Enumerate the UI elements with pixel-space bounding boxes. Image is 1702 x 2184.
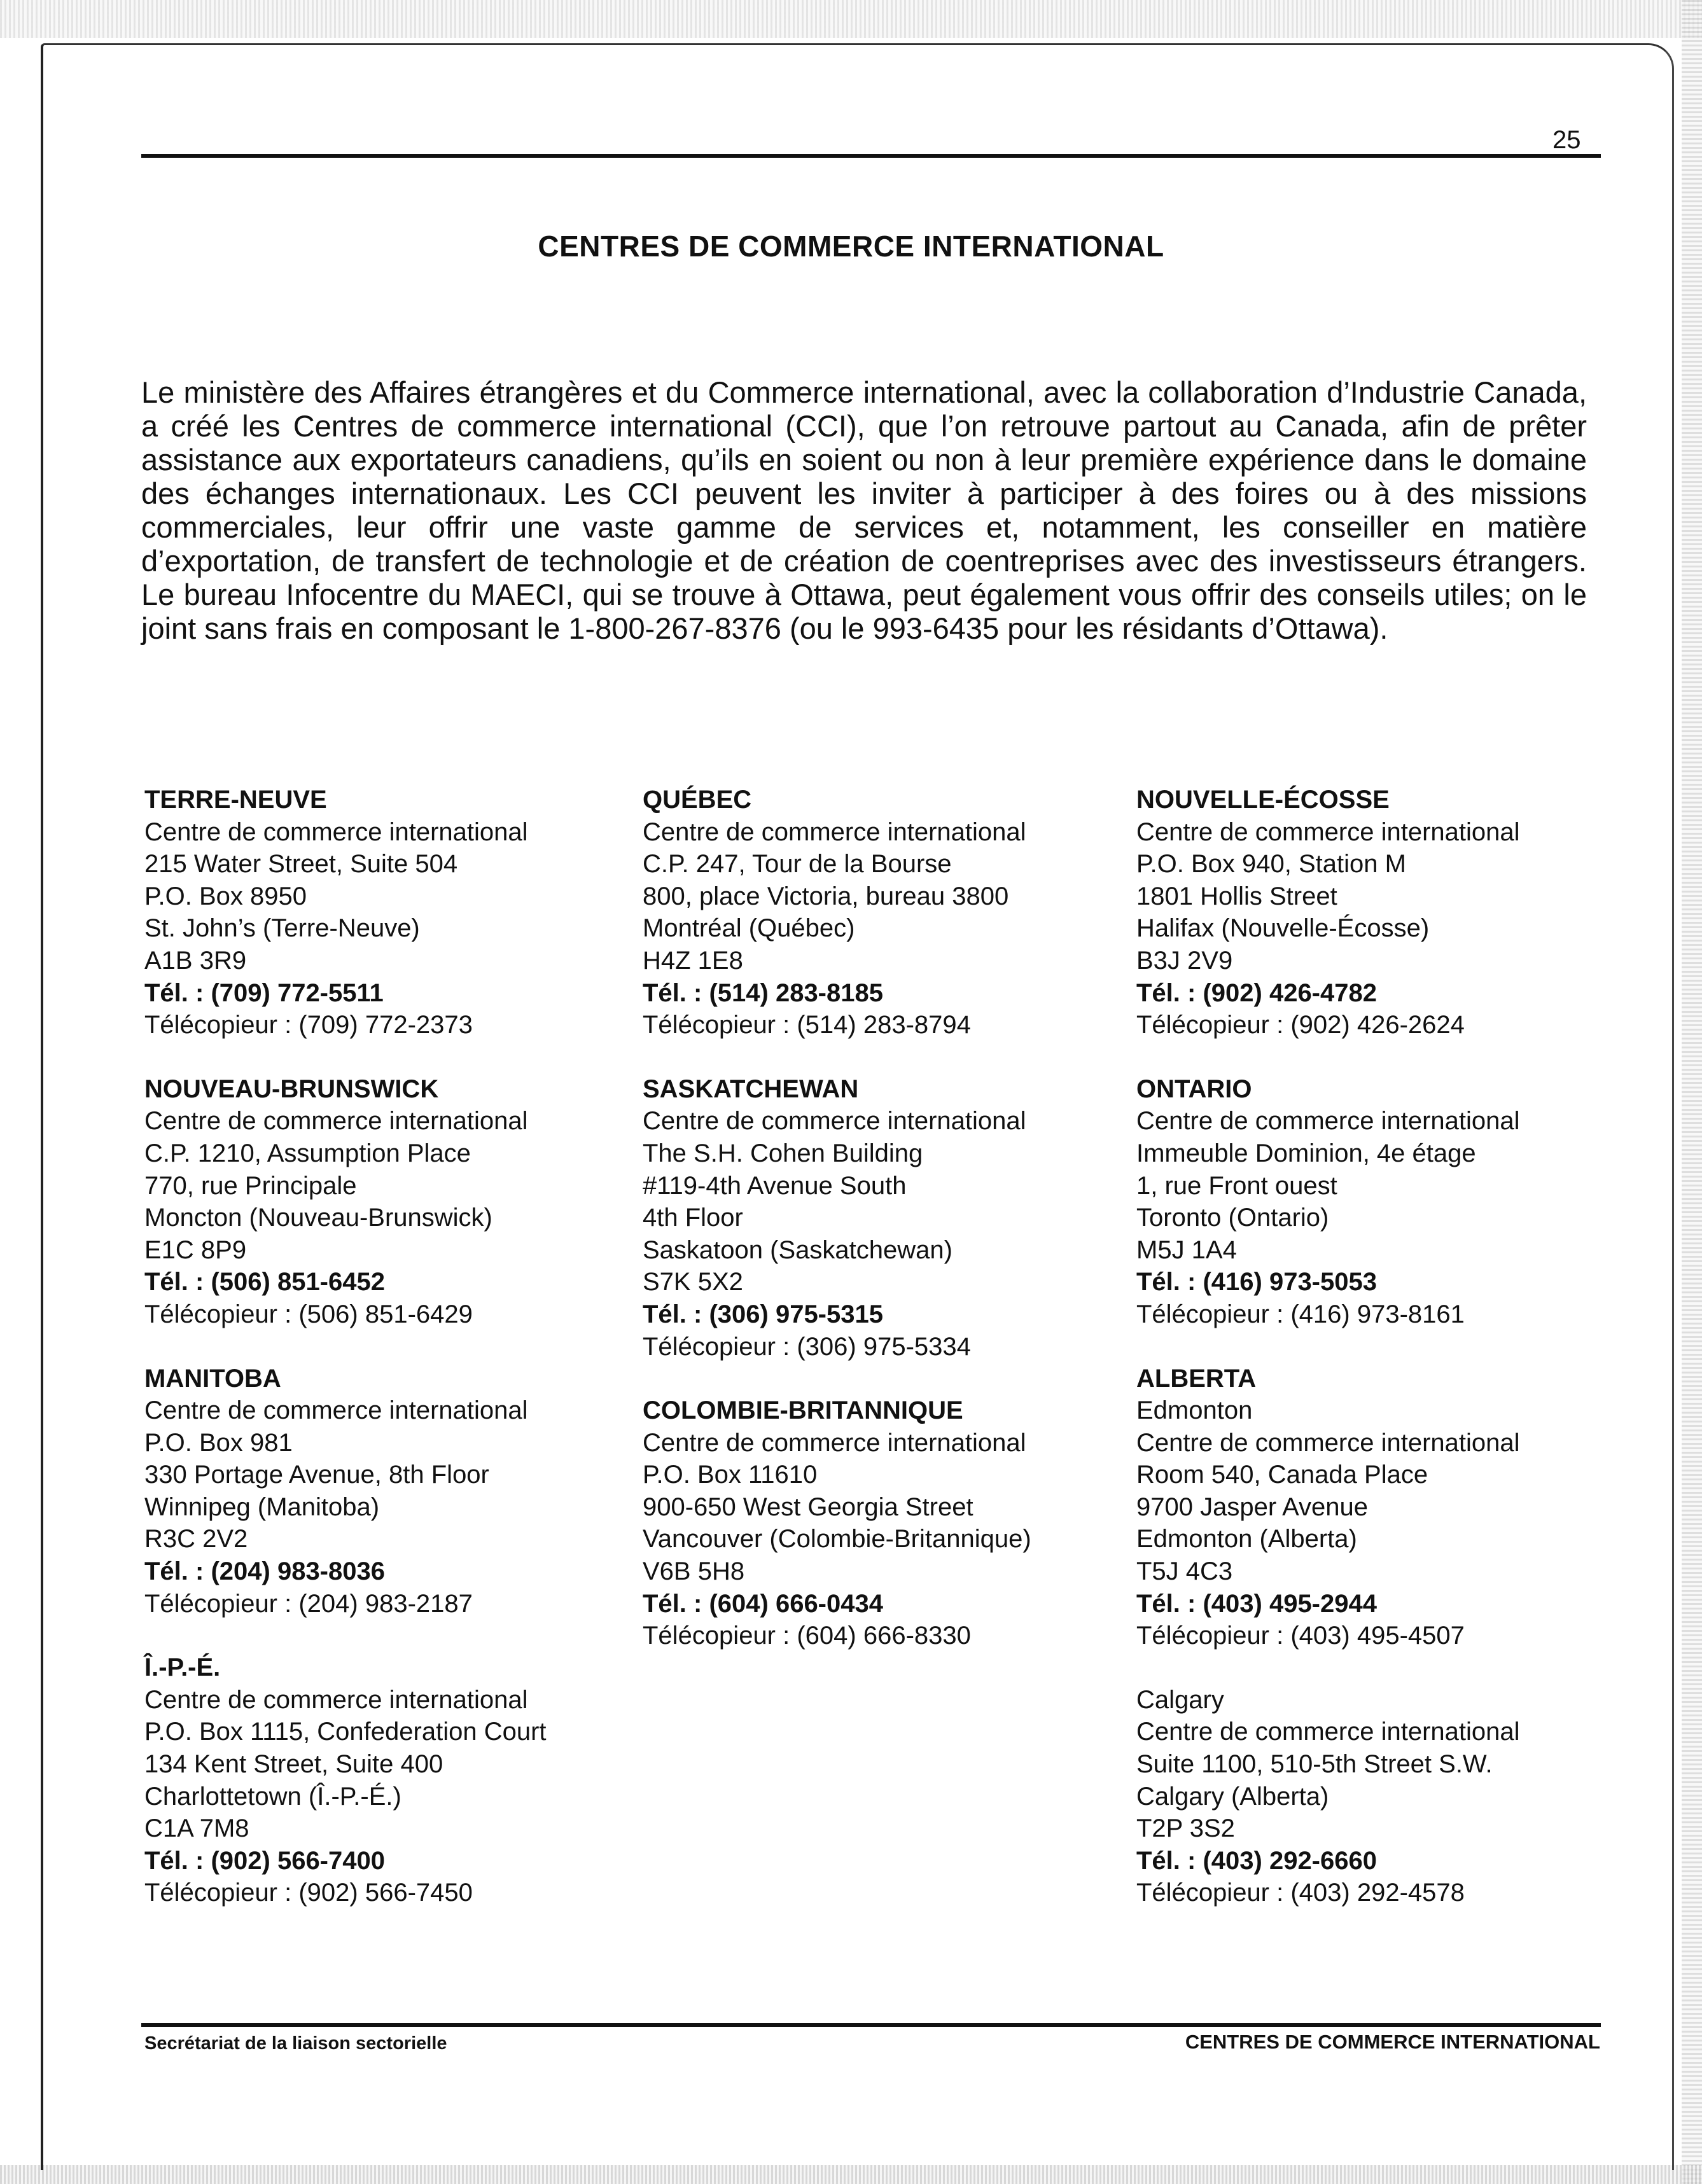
address-line: Centre de commerce international <box>1136 1718 1520 1746</box>
address-line: E1C 8P9 <box>144 1235 247 1264</box>
address-line: 4th Floor <box>643 1204 743 1232</box>
address-line: H4Z 1E8 <box>643 946 743 975</box>
address-line: P.O. Box 8950 <box>144 882 307 910</box>
address-line: V6B 5H8 <box>643 1557 745 1586</box>
address-line: Edmonton <box>1136 1396 1253 1425</box>
phone-number: Tél. : (709) 772-5511 <box>144 978 384 1007</box>
address-line: #119-4th Avenue South <box>643 1171 907 1200</box>
phone-number: Tél. : (403) 495-2944 <box>1136 1589 1377 1618</box>
office-alberta-calgary <box>1136 1684 1520 1909</box>
address-line: Saskatoon (Saskatchewan) <box>643 1235 952 1264</box>
office-quebec <box>643 784 1031 1041</box>
phone-number: Tél. : (204) 983-8036 <box>144 1557 385 1586</box>
phone-number: Tél. : (514) 283-8185 <box>643 978 883 1007</box>
address-line: Centre de commerce international <box>144 1685 528 1714</box>
address-line: The S.H. Cohen Building <box>643 1139 923 1167</box>
phone-number: Tél. : (506) 851-6452 <box>144 1268 385 1297</box>
office-terre-neuve <box>144 784 547 1041</box>
fax-number: Télécopieur : (403) 292-4578 <box>1136 1879 1465 1907</box>
address-line: Vancouver (Colombie-Britannique) <box>643 1525 1031 1554</box>
address-line: 770, rue Principale <box>144 1171 357 1200</box>
office-heading: NOUVELLE-ÉCOSSE <box>1136 786 1390 814</box>
fax-number: Télécopieur : (902) 566-7450 <box>144 1879 473 1907</box>
address-line: P.O. Box 11610 <box>643 1461 818 1489</box>
address-line: A1B 3R9 <box>144 946 247 975</box>
fax-number: Télécopieur : (902) 426-2624 <box>1136 1011 1465 1040</box>
fax-number: Télécopieur : (416) 973-8161 <box>1136 1300 1465 1328</box>
phone-number: Tél. : (902) 566-7400 <box>144 1846 385 1875</box>
address-line: 800, place Victoria, bureau 3800 <box>643 882 1009 910</box>
office-colombie-britannique <box>643 1395 1031 1652</box>
phone-number: Tél. : (416) 973-5053 <box>1136 1268 1377 1297</box>
address-line: M5J 1A4 <box>1136 1235 1237 1264</box>
column-middle <box>643 784 1031 1684</box>
footer-rule <box>141 2023 1601 2027</box>
scan-edge-top <box>0 0 1702 38</box>
office-nouvelle-ecosse <box>1136 784 1520 1041</box>
address-line: Winnipeg (Manitoba) <box>144 1492 380 1521</box>
address-line: Centre de commerce international <box>1136 1107 1520 1136</box>
office-heading: MANITOBA <box>144 1364 281 1393</box>
address-line: B3J 2V9 <box>1136 946 1233 975</box>
address-line: 1801 Hollis Street <box>1136 882 1337 910</box>
address-line: Halifax (Nouvelle-Écosse) <box>1136 914 1430 943</box>
phone-number: Tél. : (403) 292-6660 <box>1136 1846 1377 1875</box>
page-number: 25 <box>1552 126 1581 154</box>
address-line: Suite 1100, 510-5th Street S.W. <box>1136 1750 1493 1779</box>
office-heading: ALBERTA <box>1136 1364 1257 1393</box>
footer-right: CENTRES DE COMMERCE INTERNATIONAL <box>1185 2031 1600 2053</box>
fax-number: Télécopieur : (204) 983-2187 <box>144 1589 473 1618</box>
header-rule <box>141 154 1601 158</box>
office-heading: Î.-P.-É. <box>144 1653 221 1682</box>
address-line: 1, rue Front ouest <box>1136 1171 1337 1200</box>
office-nouveau-brunswick <box>144 1073 547 1331</box>
address-line: Centre de commerce international <box>1136 817 1520 846</box>
address-line: P.O. Box 981 <box>144 1428 293 1457</box>
phone-number: Tél. : (306) 975-5315 <box>643 1300 883 1328</box>
address-line: P.O. Box 940, Station M <box>1136 850 1406 879</box>
address-line: S7K 5X2 <box>643 1268 743 1297</box>
office-alberta-edmonton <box>1136 1363 1520 1652</box>
fax-number: Télécopieur : (514) 283-8794 <box>643 1011 971 1040</box>
phone-number: Tél. : (604) 666-0434 <box>643 1589 883 1618</box>
address-line: 134 Kent Street, Suite 400 <box>144 1750 443 1779</box>
address-line: T5J 4C3 <box>1136 1557 1233 1586</box>
page-title: CENTRES DE COMMERCE INTERNATIONAL <box>538 230 1164 263</box>
footer-left: Secrétariat de la liaison sectorielle <box>144 2033 447 2054</box>
address-line: Montréal (Québec) <box>643 914 855 943</box>
office-saskatchewan <box>643 1073 1031 1363</box>
address-line: 330 Portage Avenue, 8th Floor <box>144 1461 489 1489</box>
fax-number: Télécopieur : (604) 666-8330 <box>643 1622 971 1650</box>
address-line: Centre de commerce international <box>643 1428 1026 1457</box>
address-line: Moncton (Nouveau-Brunswick) <box>144 1204 492 1232</box>
address-line: 9700 Jasper Avenue <box>1136 1492 1369 1521</box>
fax-number: Télécopieur : (403) 495-4507 <box>1136 1622 1465 1650</box>
address-line: C.P. 1210, Assumption Place <box>144 1139 471 1167</box>
intro-paragraph: Le ministère des Affaires étrangères et du Commerce international, avec la collaboration d’Industrie Canada, a créé les Centres de commerce international (CCI), que l’on retrouve partout au Canada, afin de prêter assistance aux exportateurs canadiens, qu’ils en soient ou non à leur première expérience dans le domaine des échanges internationaux. Les CCI peuvent les inviter à participer à des foires ou à des missions commerciales, leur offrir une vaste gamme de services et, notamment, les conseiller en matière d’exportation, de transfert de technologie et de création de coentreprises avec des investisseurs étrangers. Le bureau Infocentre du MAECI, qui se trouve à Ottawa, peut également vous offrir des conseils utiles; on le joint sans frais en composant le 1-800-267-8376 (ou le 993-6435 pour les résidants d’Ottawa). <box>141 375 1587 645</box>
address-line: Toronto (Ontario) <box>1136 1204 1329 1232</box>
office-heading: ONTARIO <box>1136 1075 1252 1103</box>
address-line: C.P. 247, Tour de la Bourse <box>643 850 952 879</box>
office-ipe <box>144 1652 547 1909</box>
address-line: Centre de commerce international <box>144 817 528 846</box>
scan-edge-right <box>1682 0 1702 2184</box>
column-right <box>1136 784 1520 1941</box>
office-manitoba <box>144 1363 547 1620</box>
address-line: Calgary <box>1136 1685 1224 1714</box>
office-heading: COLOMBIE-BRITANNIQUE <box>643 1396 963 1425</box>
address-line: Edmonton (Alberta) <box>1136 1525 1357 1554</box>
address-line: R3C 2V2 <box>144 1525 248 1554</box>
fax-number: Télécopieur : (709) 772-2373 <box>144 1011 473 1040</box>
address-line: 900-650 West Georgia Street <box>643 1492 973 1521</box>
address-line: Centre de commerce international <box>144 1396 528 1425</box>
office-heading: QUÉBEC <box>643 786 752 814</box>
address-line: 215 Water Street, Suite 504 <box>144 850 458 879</box>
address-line: Calgary (Alberta) <box>1136 1782 1329 1811</box>
address-line: T2P 3S2 <box>1136 1814 1235 1843</box>
fax-number: Télécopieur : (306) 975-5334 <box>643 1332 971 1361</box>
address-line: St. John’s (Terre-Neuve) <box>144 914 420 943</box>
address-line: Centre de commerce international <box>1136 1428 1520 1457</box>
address-line: Immeuble Dominion, 4e étage <box>1136 1139 1476 1167</box>
address-line: C1A 7M8 <box>144 1814 249 1843</box>
address-line: P.O. Box 1115, Confederation Court <box>144 1718 547 1746</box>
address-line: Centre de commerce international <box>643 817 1026 846</box>
address-line: Centre de commerce international <box>144 1107 528 1136</box>
fax-number: Télécopieur : (506) 851-6429 <box>144 1300 473 1328</box>
office-heading: TERRE-NEUVE <box>144 786 327 814</box>
column-left <box>144 784 547 1941</box>
address-line: Centre de commerce international <box>643 1107 1026 1136</box>
address-line: Charlottetown (Î.-P.-É.) <box>144 1782 401 1811</box>
office-heading: NOUVEAU-BRUNSWICK <box>144 1075 439 1103</box>
phone-number: Tél. : (902) 426-4782 <box>1136 978 1377 1007</box>
office-ontario <box>1136 1073 1520 1331</box>
address-line: Room 540, Canada Place <box>1136 1461 1428 1489</box>
office-heading: SASKATCHEWAN <box>643 1075 859 1103</box>
